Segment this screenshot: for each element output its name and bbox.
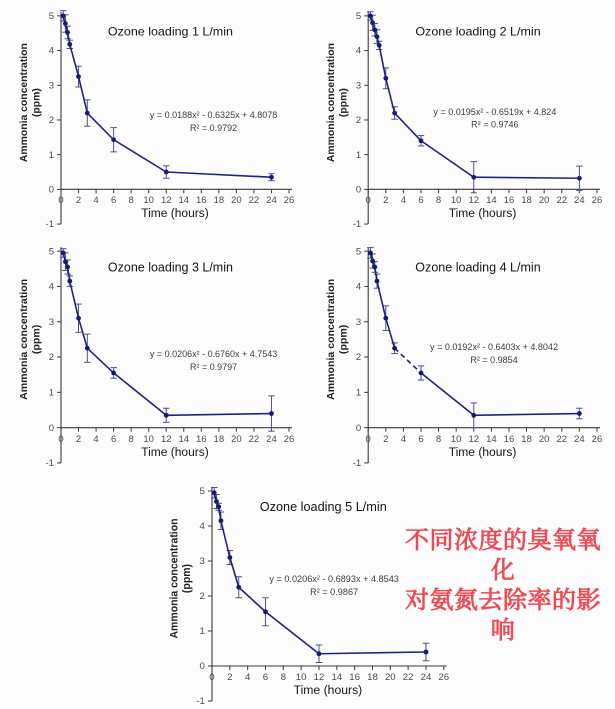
chart-title: Ozone loading 3 L/min: [107, 260, 233, 275]
series-line: [166, 414, 271, 416]
data-point: [372, 265, 377, 270]
data-point: [76, 316, 81, 321]
x-tick-label: 2: [75, 433, 82, 445]
series-line: [386, 318, 395, 348]
y-axis-label: Ammonia concentration: [326, 43, 338, 163]
data-point: [419, 371, 424, 376]
fit-equation: y = 0.0188x² - 0.6325x + 4.8078: [149, 110, 278, 121]
x-tick-label: 20: [538, 433, 550, 445]
x-tick-label: 24: [574, 433, 585, 445]
x-tick-label: 14: [331, 672, 343, 683]
series-line: [421, 141, 474, 177]
x-tick-label: 4: [93, 195, 99, 207]
x-tick-label: 14: [486, 195, 497, 207]
chart-ozone-loading-2: [308, 2, 609, 230]
data-point: [63, 259, 68, 264]
series-line: [265, 612, 318, 654]
data-point: [577, 176, 582, 181]
y-tick-label: 4: [355, 281, 362, 293]
data-point: [214, 499, 219, 504]
x-tick-label: 22: [556, 433, 568, 445]
series-line: [230, 558, 239, 588]
y-tick-label: -1: [45, 219, 54, 230]
data-point: [370, 20, 375, 25]
y-tick-label: 4: [48, 281, 54, 293]
y-tick-label: 1: [355, 387, 362, 399]
y-tick-label: 0: [48, 184, 54, 196]
series-line: [395, 348, 421, 373]
x-axis-label: Time (hours): [448, 206, 517, 221]
series-line: [114, 140, 167, 172]
data-point: [392, 111, 397, 116]
series-line: [79, 318, 88, 348]
chart-title: Ozone loading 2 L/min: [415, 24, 541, 39]
data-point: [368, 250, 373, 255]
x-tick-label: 4: [93, 433, 99, 445]
data-point: [317, 651, 322, 656]
x-tick-label: 0: [365, 433, 371, 445]
x-tick-label: 0: [365, 195, 371, 207]
series-line: [474, 414, 580, 416]
y-tick-label: 5: [355, 246, 362, 258]
x-tick-label: 8: [435, 433, 442, 445]
fit-equation: y = 0.0206x² - 0.6893x + 4.8543: [269, 574, 399, 584]
chart-title: Ozone loading 4 L/min: [415, 260, 541, 275]
x-axis-label: Time (hours): [448, 444, 517, 459]
x-tick-label: 12: [160, 433, 172, 445]
x-tick-label: 14: [178, 433, 190, 445]
annotation-line-1: 不同浓度的臭氧氧化: [405, 527, 601, 584]
chart-title: Ozone loading 1 L/min: [107, 24, 233, 39]
x-tick-label: 10: [450, 195, 462, 207]
data-point: [577, 411, 582, 416]
data-point: [471, 175, 476, 180]
series-line: [221, 521, 230, 558]
x-tick-label: 6: [110, 195, 117, 207]
data-point: [212, 490, 217, 495]
x-axis-label: Time (hours): [141, 444, 209, 459]
annotation-line-2: 对氨氮去除率的影响: [405, 587, 601, 644]
x-tick-label: 16: [196, 433, 207, 445]
data-point: [269, 175, 274, 180]
x-tick-label: 24: [574, 195, 585, 207]
y-tick-label: 0: [199, 661, 205, 673]
x-tick-label: 12: [160, 195, 172, 207]
x-tick-label: 26: [283, 195, 295, 207]
x-tick-label: 16: [349, 672, 361, 683]
x-tick-label: 8: [128, 195, 134, 207]
series-line: [166, 172, 271, 177]
x-tick-label: 22: [402, 672, 414, 683]
y-tick-label: 3: [48, 80, 54, 92]
y-tick-label: 3: [355, 316, 362, 328]
series-line: [421, 373, 474, 415]
data-point: [164, 413, 169, 418]
y-tick-label: 3: [199, 556, 205, 568]
x-tick-label: 22: [556, 195, 568, 207]
y-tick-label: 0: [355, 422, 362, 434]
x-tick-label: 2: [75, 195, 82, 207]
x-tick-label: 8: [280, 672, 287, 683]
r-squared: R² = 0.9746: [471, 119, 519, 130]
x-tick-label: 26: [591, 433, 603, 445]
series-line: [70, 44, 79, 76]
data-point: [375, 34, 380, 39]
chart-canvas: [308, 237, 609, 469]
data-point: [370, 259, 375, 264]
y-tick-label: -1: [45, 458, 54, 469]
fit-equation: y = 0.0195x² - 0.6519x + 4.824: [433, 106, 557, 117]
x-tick-label: 10: [295, 672, 307, 683]
x-tick-label: 26: [283, 433, 295, 445]
x-tick-label: 8: [128, 433, 134, 445]
data-point: [383, 316, 388, 321]
r-squared: R² = 0.9797: [189, 362, 238, 373]
x-tick-label: 0: [58, 433, 64, 445]
series-line: [87, 348, 113, 373]
series-line: [70, 281, 79, 318]
x-tick-label: 18: [213, 195, 225, 207]
x-tick-label: 22: [248, 433, 260, 445]
y-tick-label: 5: [355, 11, 362, 23]
data-point: [471, 413, 476, 418]
x-tick-label: 10: [143, 433, 154, 445]
y-tick-label: 1: [48, 149, 54, 161]
y-tick-label: 0: [48, 422, 54, 434]
x-tick-label: 2: [227, 672, 233, 683]
x-tick-label: 4: [400, 195, 407, 207]
y-tick-label: 2: [355, 115, 362, 127]
data-point: [236, 585, 241, 590]
data-point: [424, 650, 429, 655]
x-tick-label: 8: [435, 195, 442, 207]
y-axis-label-units: (ppm): [30, 324, 43, 355]
x-tick-label: 6: [110, 433, 117, 445]
y-tick-label: 1: [199, 626, 205, 638]
series-line: [395, 113, 421, 141]
y-tick-label: 1: [355, 149, 362, 161]
x-axis-label: Time (hours): [141, 206, 209, 221]
chart-ozone-loading-3: [1, 237, 301, 469]
x-tick-label: 14: [178, 195, 190, 207]
y-tick-label: -1: [196, 696, 205, 707]
x-tick-label: 18: [521, 433, 532, 445]
x-tick-label: 0: [58, 195, 64, 207]
x-tick-label: 6: [418, 195, 424, 207]
x-tick-label: 10: [450, 433, 462, 445]
data-point: [216, 504, 221, 509]
x-axis-label: Time (hours): [293, 683, 363, 697]
y-tick-label: 4: [48, 45, 54, 57]
y-tick-label: 2: [355, 352, 362, 364]
y-axis-label-units: (ppm): [337, 324, 350, 355]
chart-canvas: [1, 2, 301, 230]
y-axis-label: Ammonia concentration: [18, 278, 30, 400]
y-tick-label: 0: [355, 184, 362, 196]
fit-equation: y = 0.0206x² - 0.6760x + 4.7543: [149, 349, 278, 360]
x-tick-label: 20: [231, 195, 242, 207]
data-point: [377, 43, 382, 48]
data-point: [85, 346, 90, 351]
y-tick-label: 4: [199, 521, 205, 533]
y-tick-label: 2: [48, 352, 54, 364]
x-tick-label: 16: [503, 195, 515, 207]
y-axis-label: Ammonia concentration: [18, 43, 31, 163]
series-line: [319, 652, 426, 654]
series-line: [386, 78, 395, 113]
y-tick-label: 3: [355, 80, 362, 92]
chart-ozone-loading-4: [308, 237, 609, 469]
x-tick-label: 2: [383, 195, 389, 207]
data-point: [263, 609, 268, 614]
data-point: [61, 250, 66, 255]
y-tick-label: 5: [48, 246, 54, 258]
y-axis-label-units: (ppm): [338, 88, 350, 118]
y-tick-label: -1: [352, 219, 362, 230]
data-point: [269, 411, 274, 416]
series-line: [377, 281, 386, 318]
y-tick-label: -1: [352, 458, 362, 469]
x-tick-label: 12: [468, 433, 480, 445]
x-tick-label: 26: [591, 195, 603, 207]
x-tick-label: 26: [438, 672, 450, 683]
y-axis-label: Ammonia concentration: [325, 278, 338, 400]
series-line: [239, 587, 266, 612]
data-point: [63, 21, 68, 26]
x-tick-label: 20: [384, 672, 396, 683]
series-line: [87, 113, 113, 140]
data-point: [65, 30, 70, 35]
data-point: [392, 346, 397, 351]
x-tick-label: 16: [503, 433, 515, 445]
r-squared: R² = 0.9867: [310, 587, 359, 597]
series-line: [79, 77, 88, 113]
y-tick-label: 1: [48, 387, 54, 399]
data-point: [419, 138, 424, 143]
x-tick-label: 0: [209, 672, 215, 683]
x-tick-label: 4: [244, 672, 251, 683]
x-tick-label: 6: [418, 433, 424, 445]
x-tick-label: 16: [196, 195, 207, 207]
y-axis-label-units: (ppm): [181, 563, 194, 594]
y-axis-label: Ammonia concentration: [168, 518, 181, 639]
data-point: [61, 13, 66, 18]
data-point: [76, 74, 81, 79]
fit-equation: y = 0.0192x² - 0.6403x + 4.8042: [430, 341, 558, 352]
series-line: [474, 177, 580, 178]
y-tick-label: 2: [199, 591, 205, 603]
r-squared: R² = 0.9792: [189, 123, 238, 134]
chart-canvas: [308, 2, 609, 230]
data-point: [65, 265, 70, 270]
x-tick-label: 14: [486, 433, 497, 445]
data-point: [383, 76, 388, 81]
x-tick-label: 4: [400, 433, 407, 445]
data-point: [368, 13, 373, 18]
r-squared: R² = 0.9854: [470, 355, 518, 366]
y-tick-label: 3: [48, 316, 54, 328]
data-point: [372, 27, 377, 32]
data-point: [164, 170, 169, 175]
x-tick-label: 24: [266, 195, 277, 207]
x-tick-label: 18: [367, 672, 378, 683]
x-tick-label: 12: [313, 672, 325, 683]
x-tick-label: 2: [383, 433, 389, 445]
data-point: [67, 279, 72, 284]
y-tick-label: 2: [48, 115, 54, 127]
data-point: [375, 279, 380, 284]
y-axis-label-units: (ppm): [31, 88, 43, 118]
chinese-annotation: [393, 526, 613, 646]
data-point: [111, 371, 116, 376]
chart-ozone-loading-1: [1, 2, 301, 230]
chart-canvas: [1, 237, 301, 469]
x-tick-label: 20: [538, 195, 550, 207]
data-point: [67, 42, 72, 47]
x-tick-label: 18: [213, 433, 225, 445]
y-tick-label: 4: [355, 45, 362, 57]
x-tick-label: 6: [262, 672, 269, 683]
x-tick-label: 18: [521, 195, 532, 207]
x-tick-label: 20: [231, 433, 242, 445]
data-point: [85, 111, 90, 116]
data-point: [111, 137, 116, 142]
x-tick-label: 22: [248, 195, 260, 207]
series-line: [114, 373, 167, 415]
series-line: [379, 45, 386, 78]
x-tick-label: 10: [143, 195, 154, 207]
data-point: [227, 555, 232, 560]
x-tick-label: 24: [266, 433, 277, 445]
x-tick-label: 12: [468, 195, 480, 207]
chart-title: Ozone loading 5 L/min: [259, 500, 387, 514]
x-tick-label: 24: [420, 672, 432, 683]
y-tick-label: 5: [199, 486, 205, 498]
y-tick-label: 5: [48, 11, 54, 23]
data-point: [218, 518, 223, 523]
